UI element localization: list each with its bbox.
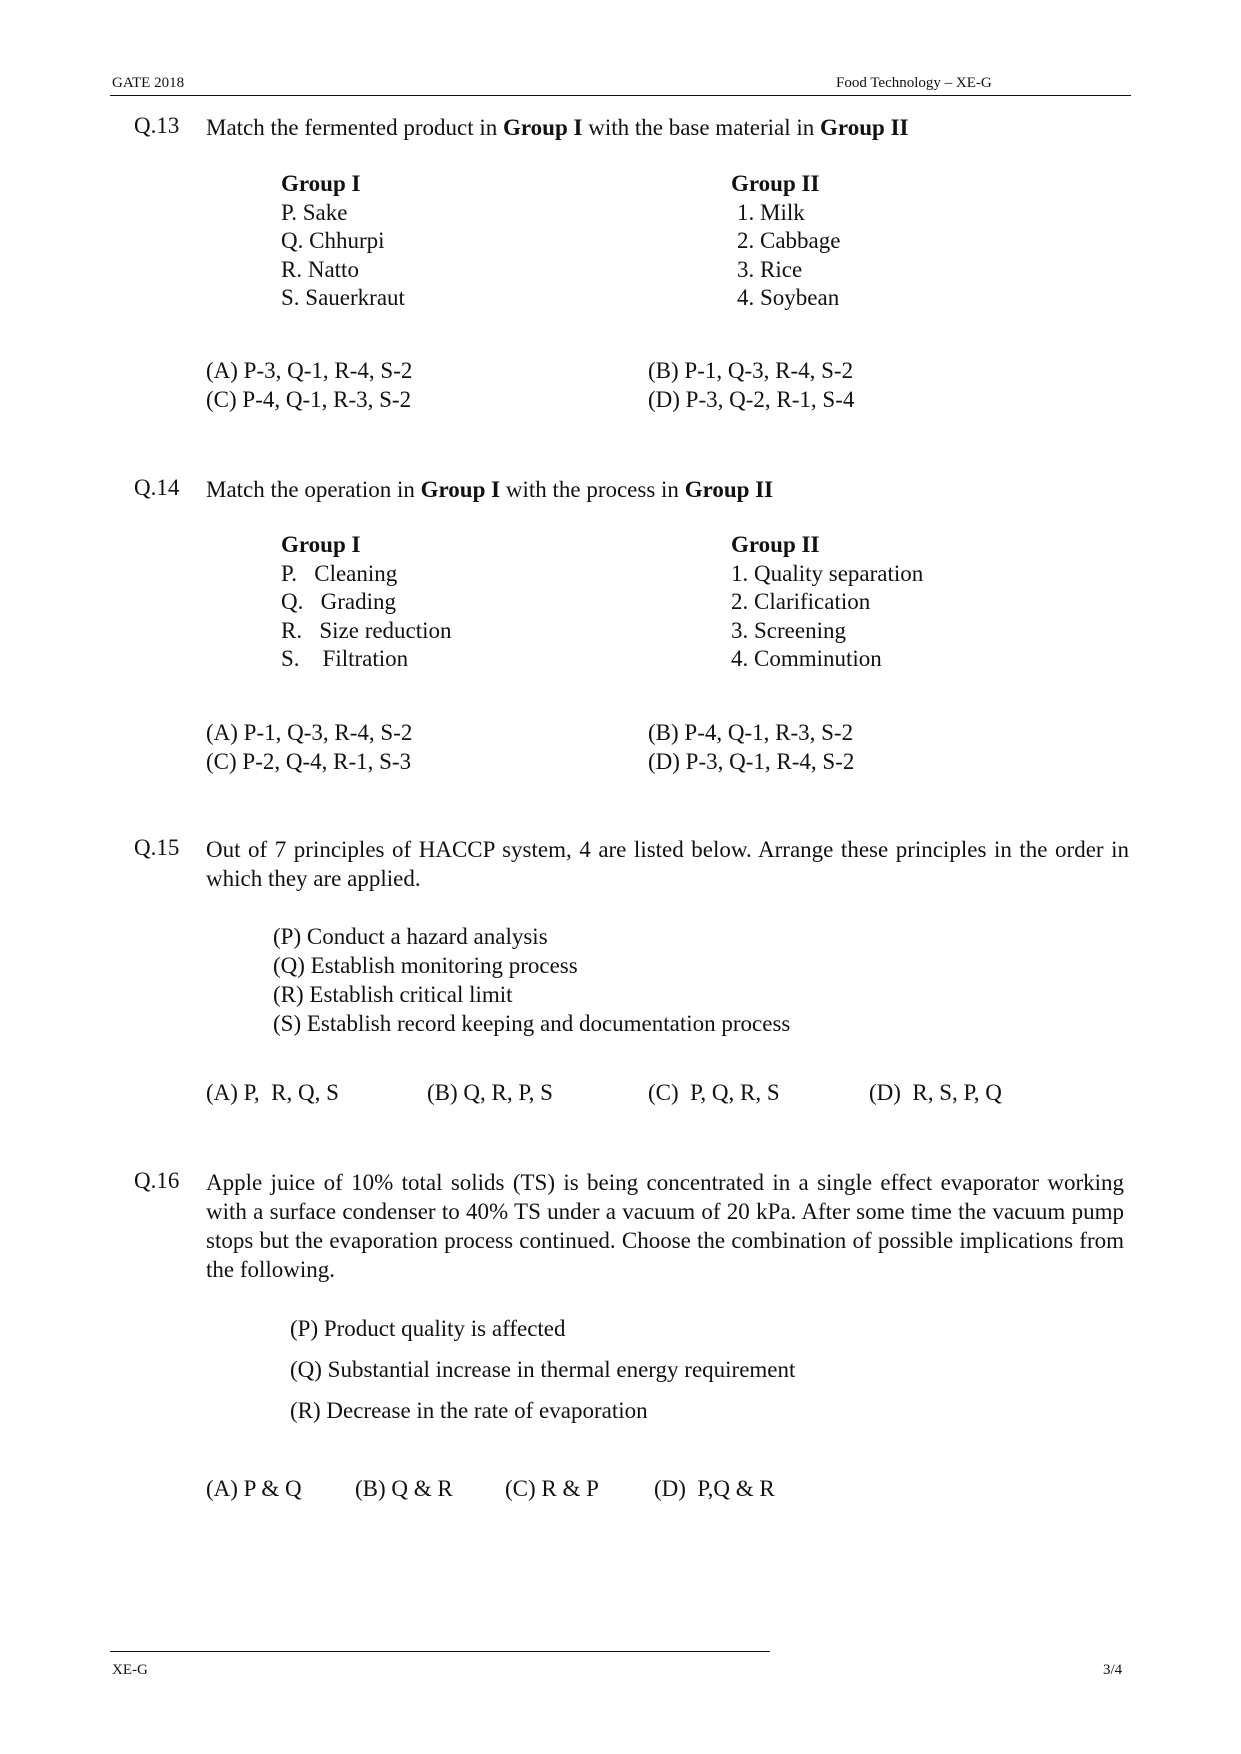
q14-group1: [281, 531, 452, 674]
q13-option-d[interactable]: (D) P-3, Q-2, R-1, S-4: [648, 387, 855, 412]
q13-text-2: Group I: [502, 115, 583, 140]
list-item: P. Cleaning: [281, 560, 398, 586]
header-rule: [110, 95, 1131, 96]
q15-number: Q.15: [134, 835, 180, 860]
q13-option-a[interactable]: (A) P-3, Q-1, R-4, S-2: [206, 358, 413, 383]
q13-text-1: Match the fermented product in: [206, 115, 503, 140]
list-item: (P) Product quality is affected: [290, 1316, 566, 1341]
q16-question: Apple juice of 10% total solids (TS) is being concentrated in a single effect evaporator working with a surface condenser to 40% TS under a vacuum of 20 kPa. After some time the vacuum pump stops but the evaporation process continued. Choose the combination of possible implications from the following.: [206, 1170, 1124, 1282]
q15-option-b[interactable]: (B) Q, R, P, S: [427, 1080, 553, 1105]
q14-number: Q.14: [134, 475, 180, 500]
list-item: (R) Establish critical limit: [273, 982, 513, 1007]
q15-question: Out of 7 principles of HACCP system, 4 are listed below. Arrange these principles in the order in which they are applied.: [206, 837, 1129, 891]
q14-option-b[interactable]: (B) P-4, Q-1, R-3, S-2: [648, 720, 854, 745]
q16-number: Q.16: [134, 1168, 180, 1193]
q15-option-c[interactable]: (C) P, Q, R, S: [648, 1080, 780, 1105]
list-item: 1. Milk: [737, 199, 805, 225]
list-item: (Q) Substantial increase in thermal energy requirement: [290, 1357, 796, 1382]
q16-option-c[interactable]: (C) R & P: [505, 1476, 599, 1501]
footer-rule: [110, 1651, 770, 1652]
q14-text-2: Group I: [420, 477, 501, 502]
list-item: 2. Cabbage: [737, 228, 841, 253]
q13-option-c[interactable]: (C) P-4, Q-1, R-3, S-2: [206, 387, 412, 412]
q14-text-1: Match the operation in: [206, 477, 421, 502]
list-item: (R) Decrease in the rate of evaporation: [290, 1398, 648, 1423]
q14-option-a[interactable]: (A) P-1, Q-3, R-4, S-2: [206, 720, 413, 745]
q13-group1-title: Group I: [281, 171, 361, 196]
list-item: 3. Screening: [731, 617, 846, 643]
q14-option-c[interactable]: (C) P-2, Q-4, R-1, S-3: [206, 749, 412, 774]
q13-question: [206, 113, 908, 142]
q14-text-4: Group II: [684, 477, 774, 502]
q13-text-3: with the base material in: [582, 115, 821, 140]
q15-option-d[interactable]: (D) R, S, P, Q: [869, 1080, 1002, 1105]
q14-question: [206, 475, 773, 504]
list-item: S. Filtration: [281, 646, 409, 671]
q13-group1: [281, 170, 405, 313]
q13-group2-title: Group II: [731, 171, 820, 196]
q13-option-b[interactable]: (B) P-1, Q-3, R-4, S-2: [648, 358, 854, 383]
list-item: R. Natto: [281, 256, 359, 282]
footer-left: XE-G: [112, 1662, 148, 1678]
list-item: P. Sake: [281, 199, 348, 225]
list-item: 4. Comminution: [731, 646, 882, 671]
q14-option-d[interactable]: (D) P-3, Q-1, R-4, S-2: [648, 749, 855, 774]
q14-group1-title: Group I: [281, 532, 361, 557]
list-item: Q. Chhurpi: [281, 228, 385, 253]
q13-number: Q.13: [134, 113, 180, 138]
q16-option-d[interactable]: (D) P,Q & R: [654, 1476, 775, 1501]
q14-group2: [731, 531, 923, 674]
q14-text-3: with the process in: [500, 477, 685, 502]
list-item: 2. Clarification: [731, 589, 871, 614]
list-item: S. Sauerkraut: [281, 285, 405, 310]
q16-option-a[interactable]: (A) P & Q: [206, 1476, 302, 1501]
q13-group2: [731, 170, 840, 313]
q16-option-b[interactable]: (B) Q & R: [355, 1476, 453, 1501]
list-item: (Q) Establish monitoring process: [273, 953, 578, 978]
page-number: 3/4: [1103, 1662, 1123, 1678]
q14-group2-title: Group II: [731, 532, 820, 557]
list-item: (P) Conduct a hazard analysis: [273, 924, 548, 949]
list-item: 3. Rice: [737, 256, 803, 282]
list-item: Q. Grading: [281, 589, 396, 614]
q15-option-a[interactable]: (A) P, R, Q, S: [206, 1080, 339, 1105]
q13-text-4: Group II: [820, 115, 909, 140]
header-right: Food Technology – XE-G: [836, 75, 992, 91]
q15-items: [273, 922, 790, 1038]
list-item: 1. Quality separation: [731, 560, 924, 586]
list-item: 4. Soybean: [737, 285, 840, 310]
list-item: (S) Establish record keeping and documentation process: [273, 1011, 791, 1036]
header-left: GATE 2018: [112, 75, 185, 91]
list-item: R. Size reduction: [281, 617, 452, 643]
q16-items: [290, 1308, 795, 1431]
